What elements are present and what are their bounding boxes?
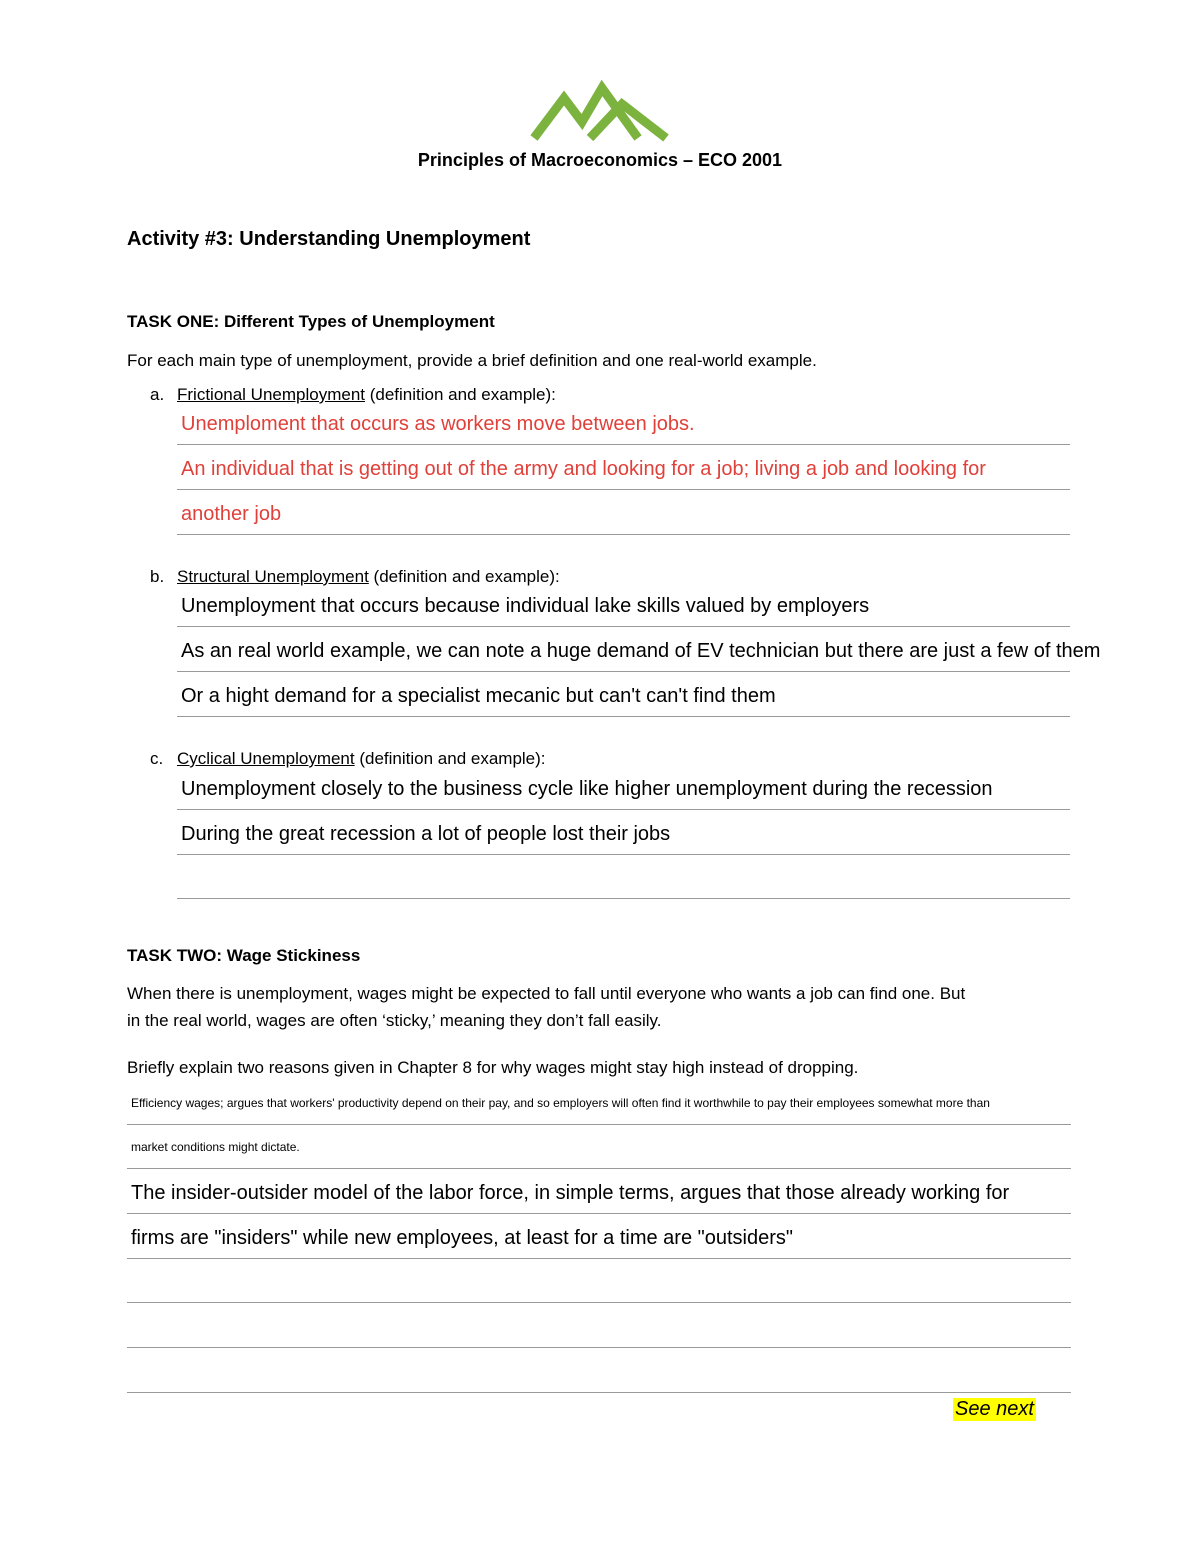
answer-line[interactable] (177, 809, 1070, 855)
answer-line[interactable] (177, 400, 1070, 445)
answer-line[interactable] (177, 626, 1101, 672)
answer-line[interactable] (127, 1347, 1071, 1393)
task-two-question: Briefly explain two reasons given in Chapter 8 for why wages might stay high instead of dropping. (127, 1058, 859, 1077)
see-next-note: See next (955, 1398, 1034, 1420)
item-term: Frictional Unemployment (177, 385, 366, 404)
item-letter: a. (150, 385, 165, 404)
answer-line[interactable] (177, 444, 1070, 490)
answer-line[interactable] (127, 1302, 1071, 1348)
answer-line[interactable] (127, 1213, 1071, 1259)
mountain-logo-icon (530, 80, 670, 142)
answer-text: An individual that is getting out of the army and looking for a job; living a job and looking for (181, 458, 986, 480)
answer-line[interactable] (177, 765, 1070, 810)
answer-line[interactable] (177, 582, 1070, 627)
answer-text: Efficiency wages; argues that workers' productivity depend on their pay, and so employers will often find it worthwhile to pay their employees somewhat more than (131, 1096, 990, 1110)
answer-text: Unemployment that occurs because individual lake skills valued by employers (181, 595, 870, 617)
answer-line[interactable] (127, 1258, 1071, 1303)
item-term: Cyclical Unemployment (177, 749, 355, 768)
task-one-heading: TASK ONE: Different Types of Unemployment (127, 312, 495, 331)
item-term: Structural Unemployment (177, 567, 369, 586)
answer-text: Unemploment that occurs as workers move between jobs. (181, 413, 695, 435)
task-two-heading: TASK TWO: Wage Stickiness (127, 946, 361, 965)
answer-text: Or a hight demand for a specialist mecanic but can't can't find them (181, 685, 776, 707)
answer-line[interactable] (177, 489, 1070, 535)
task-one-instructions: For each main type of unemployment, provide a brief definition and one real-world example. (127, 351, 817, 370)
answer-text: firms are "insiders" while new employees, at least for a time are "outsiders" (131, 1227, 793, 1249)
answer-line[interactable] (127, 1080, 1071, 1125)
activity-title: Activity #3: Understanding Unemployment (127, 228, 531, 250)
answer-text: another job (181, 503, 282, 525)
item-suffix: (definition and example): (365, 385, 556, 404)
item-suffix: (definition and example): (354, 749, 546, 768)
answer-text: market conditions might dictate. (131, 1140, 300, 1154)
item-letter: c. (150, 749, 164, 768)
answer-text: The insider-outsider model of the labor force, in simple terms, argues that those already working for (131, 1182, 1010, 1204)
answer-line[interactable] (177, 854, 1070, 899)
task-two-paragraph-line2: in the real world, wages are often ‘sticky,’ meaning they don’t fall easily. (127, 1011, 662, 1030)
course-title: Principles of Macroeconomics – ECO 2001 (417, 150, 783, 170)
item-letter: b. (150, 567, 165, 586)
task-two-paragraph-line1: When there is unemployment, wages might be expected to fall until everyone who wants a job can find one. But (127, 984, 966, 1003)
answer-text: Unemployment closely to the business cycle like higher unemployment during the recession (181, 778, 993, 800)
answer-text: As an real world example, we can note a huge demand of EV technician but there are just a few of them (181, 640, 1101, 662)
answer-text: During the great recession a lot of people lost their jobs (181, 823, 671, 845)
item-suffix: (definition and example): (368, 567, 560, 586)
answer-line[interactable] (177, 671, 1070, 717)
answer-line[interactable] (127, 1124, 1071, 1169)
answer-line[interactable] (127, 1168, 1071, 1214)
